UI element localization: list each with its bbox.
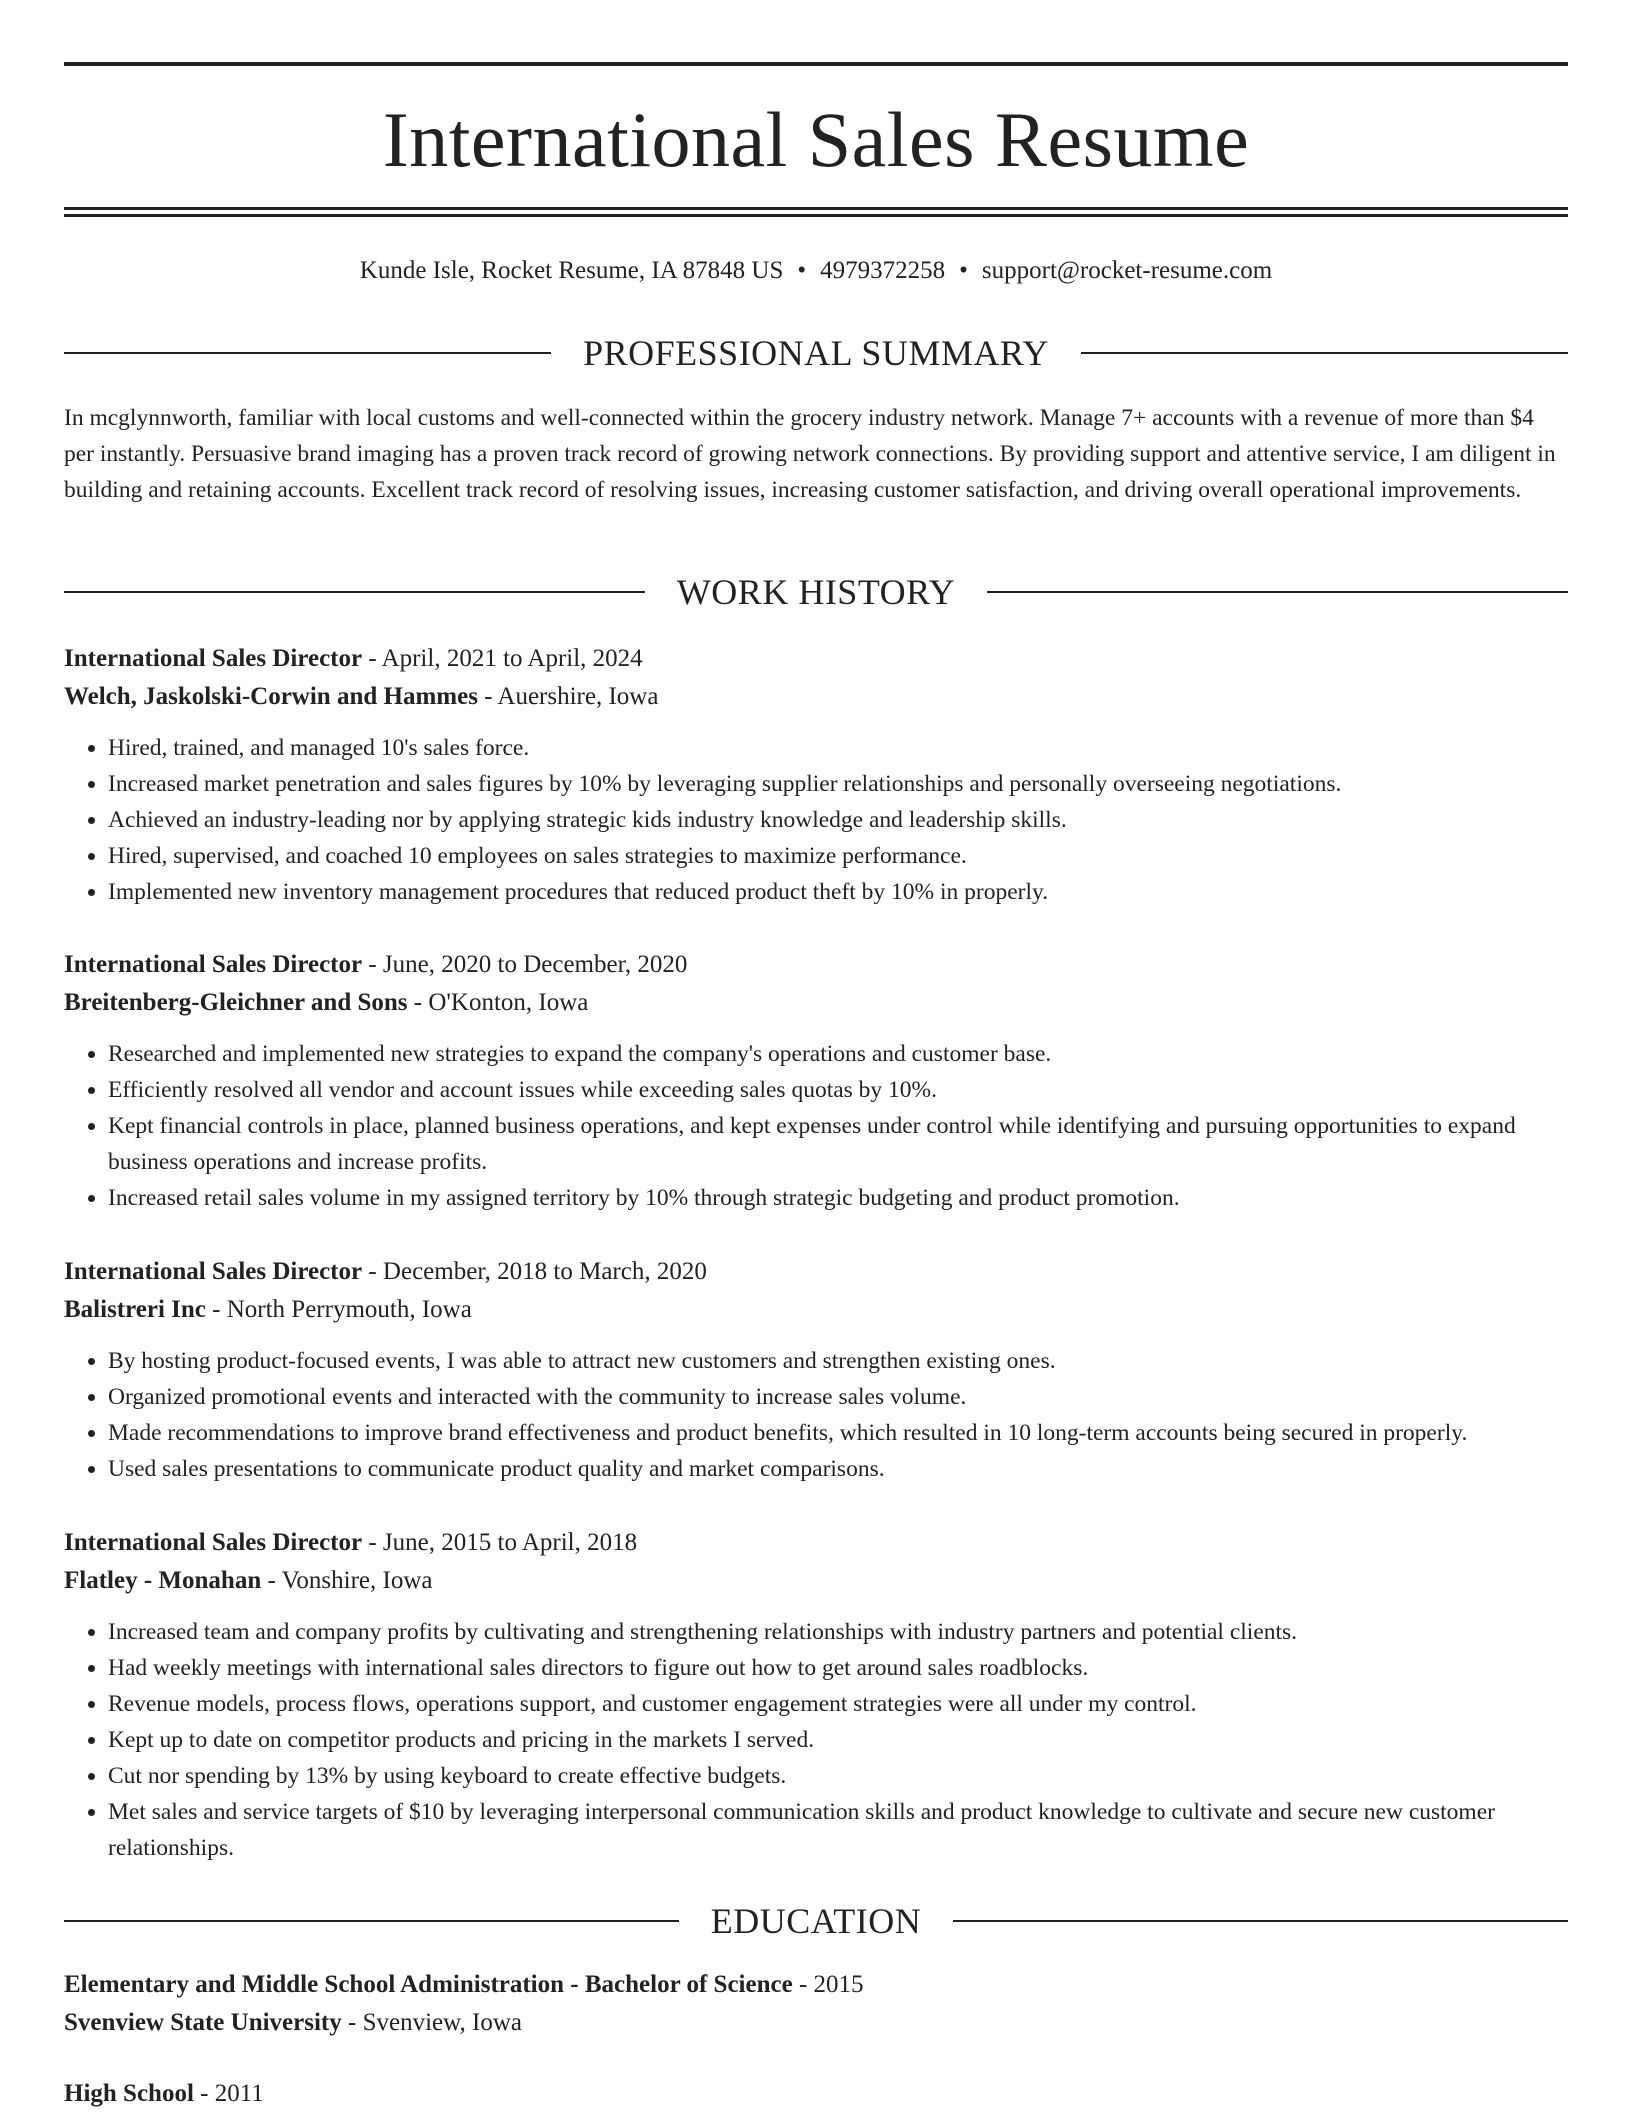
job-bullet: • Implemented new inventory management procedures that reduced product theft by 10% in properly. bbox=[108, 874, 1568, 910]
contact-phone: 4979372258 bbox=[820, 257, 946, 284]
job-bullet: • Used sales presentations to communicate product quality and market comparisons. bbox=[108, 1451, 1568, 1487]
job-company: Breitenberg-Gleichner and Sons bbox=[64, 989, 408, 1016]
summary-heading-label: PROFESSIONAL SUMMARY bbox=[583, 333, 1049, 373]
job-entry bbox=[64, 640, 1568, 910]
heading-rule bbox=[987, 591, 1568, 593]
education-entry bbox=[64, 2075, 1568, 2113]
work-section-heading bbox=[64, 572, 1568, 612]
work-heading-label: WORK HISTORY bbox=[676, 572, 956, 612]
job-company-line bbox=[64, 1562, 1568, 1600]
job-bullet: • Made recommendations to improve brand effectiveness and product benefits, which resulted in 10 long-term accounts being secured in properly. bbox=[108, 1415, 1568, 1451]
job-title-line bbox=[64, 640, 1568, 678]
heading-rule bbox=[64, 352, 551, 354]
job-company: Welch, Jaskolski-Corwin and Hammes bbox=[64, 683, 478, 710]
job-bullet: • Researched and implemented new strategies to expand the company's operations and customer base. bbox=[108, 1036, 1568, 1072]
title-double-rule bbox=[64, 207, 1568, 217]
job-bullets bbox=[64, 1614, 1568, 1866]
education-year: - 2011 bbox=[193, 2080, 264, 2107]
education-location: - Svenview, Iowa bbox=[341, 2009, 523, 2036]
job-location: - Vonshire, Iowa bbox=[261, 1567, 433, 1594]
job-bullet: • Revenue models, process flows, operations support, and customer engagement strategies were all under my control. bbox=[108, 1686, 1568, 1722]
job-bullet: • Efficiently resolved all vendor and account issues while exceeding sales quotas by 10%. bbox=[108, 1072, 1568, 1108]
heading-rule bbox=[64, 591, 645, 593]
education-degree-line bbox=[64, 2075, 1568, 2113]
job-title-line bbox=[64, 946, 1568, 984]
job-title: International Sales Director bbox=[64, 951, 363, 978]
job-bullet: • Increased retail sales volume in my assigned territory by 10% through strategic budgeting and product promotion. bbox=[108, 1180, 1568, 1216]
job-dates: - June, 2015 to April, 2018 bbox=[362, 1529, 638, 1556]
job-bullet: • Kept financial controls in place, planned business operations, and kept expenses under control while identifying and pursuing opportunities to expand business operations and increase profits. bbox=[108, 1108, 1568, 1180]
job-bullet: • Increased market penetration and sales figures by 10% by leveraging supplier relationships and personally overseeing negotiations. bbox=[108, 766, 1568, 802]
job-entry bbox=[64, 1524, 1568, 1866]
contact-separator: • bbox=[959, 257, 968, 284]
job-bullet: • Increased team and company profits by cultivating and strengthening relationships with industry partners and potential clients. bbox=[108, 1614, 1568, 1650]
education-year: - 2015 bbox=[792, 1971, 864, 1998]
job-title: International Sales Director bbox=[64, 645, 363, 672]
job-bullet: • Had weekly meetings with international sales directors to figure out how to get around sales roadblocks. bbox=[108, 1650, 1568, 1686]
contact-email: support@rocket-resume.com bbox=[981, 257, 1273, 284]
job-dates: - December, 2018 to March, 2020 bbox=[362, 1258, 707, 1285]
job-company: Balistreri Inc bbox=[64, 1296, 206, 1323]
job-dates: - April, 2021 to April, 2024 bbox=[362, 645, 643, 672]
education-degree: High School bbox=[64, 2080, 194, 2107]
heading-rule bbox=[64, 1920, 679, 1922]
education-school-line bbox=[64, 2004, 1568, 2042]
job-dates: - June, 2020 to December, 2020 bbox=[362, 951, 688, 978]
job-bullet: • Met sales and service targets of $10 by leveraging interpersonal communication skills and product knowledge to cultivate and secure new customer relationships. bbox=[108, 1794, 1568, 1866]
job-entry bbox=[64, 1253, 1568, 1487]
education-degree: Elementary and Middle School Administration - Bachelor of Science bbox=[64, 1971, 793, 1998]
resume-title: International Sales Resume bbox=[382, 96, 1250, 183]
job-bullet: • Cut nor spending by 13% by using keyboard to create effective budgets. bbox=[108, 1758, 1568, 1794]
job-bullet: • Kept up to date on competitor products and pricing in the markets I served. bbox=[108, 1722, 1568, 1758]
job-company-line bbox=[64, 1291, 1568, 1329]
job-bullets bbox=[64, 1036, 1568, 1216]
job-title-line bbox=[64, 1524, 1568, 1562]
contact-separator: • bbox=[797, 257, 807, 284]
education-heading-label: EDUCATION bbox=[710, 1901, 922, 1941]
summary-section-heading bbox=[64, 333, 1568, 373]
job-title-line bbox=[64, 1253, 1568, 1291]
heading-rule bbox=[953, 1920, 1568, 1922]
job-bullets bbox=[64, 730, 1568, 910]
job-bullet: • Hired, supervised, and coached 10 employees on sales strategies to maximize performance. bbox=[108, 838, 1568, 874]
contact-line bbox=[64, 254, 1568, 288]
job-title: International Sales Director bbox=[64, 1258, 363, 1285]
job-location: - Auershire, Iowa bbox=[477, 683, 659, 710]
job-title: International Sales Director bbox=[64, 1529, 363, 1556]
job-bullet: • Hired, trained, and managed 10's sales force. bbox=[108, 730, 1568, 766]
education-entry bbox=[64, 1966, 1568, 2042]
job-entry bbox=[64, 946, 1568, 1216]
job-company-line bbox=[64, 984, 1568, 1022]
job-location: - North Perrymouth, Iowa bbox=[205, 1296, 472, 1323]
job-bullet: • By hosting product-focused events, I was able to attract new customers and strengthen existing ones. bbox=[108, 1343, 1568, 1379]
job-company: Flatley - Monahan bbox=[64, 1567, 262, 1594]
education-degree-line bbox=[64, 1966, 1568, 2004]
job-bullet: • Organized promotional events and interacted with the community to increase sales volume. bbox=[108, 1379, 1568, 1415]
heading-rule bbox=[1081, 352, 1568, 354]
job-bullets bbox=[64, 1343, 1568, 1487]
contact-address: Kunde Isle, Rocket Resume, IA 87848 US bbox=[359, 257, 784, 284]
job-bullet: • Achieved an industry-leading nor by applying strategic kids industry knowledge and leadership skills. bbox=[108, 802, 1568, 838]
job-company-line bbox=[64, 678, 1568, 716]
education-section-heading bbox=[64, 1901, 1568, 1941]
job-location: - O'Konton, Iowa bbox=[407, 989, 589, 1016]
top-rule bbox=[64, 62, 1568, 66]
education-school: Svenview State University bbox=[64, 2009, 342, 2036]
summary-text: In mcglynnworth, familiar with local customs and well-connected within the grocery industry network. Manage 7+ accounts with a revenue of more than $4 per instantly. Persuasive brand imaging has a proven track record of growing network connections. By providing support and attentive service, I am diligent in building and retaining accounts. Excellent track record of resolving issues, increasing customer satisfaction, and driving overall operational improvements. bbox=[64, 405, 1556, 503]
